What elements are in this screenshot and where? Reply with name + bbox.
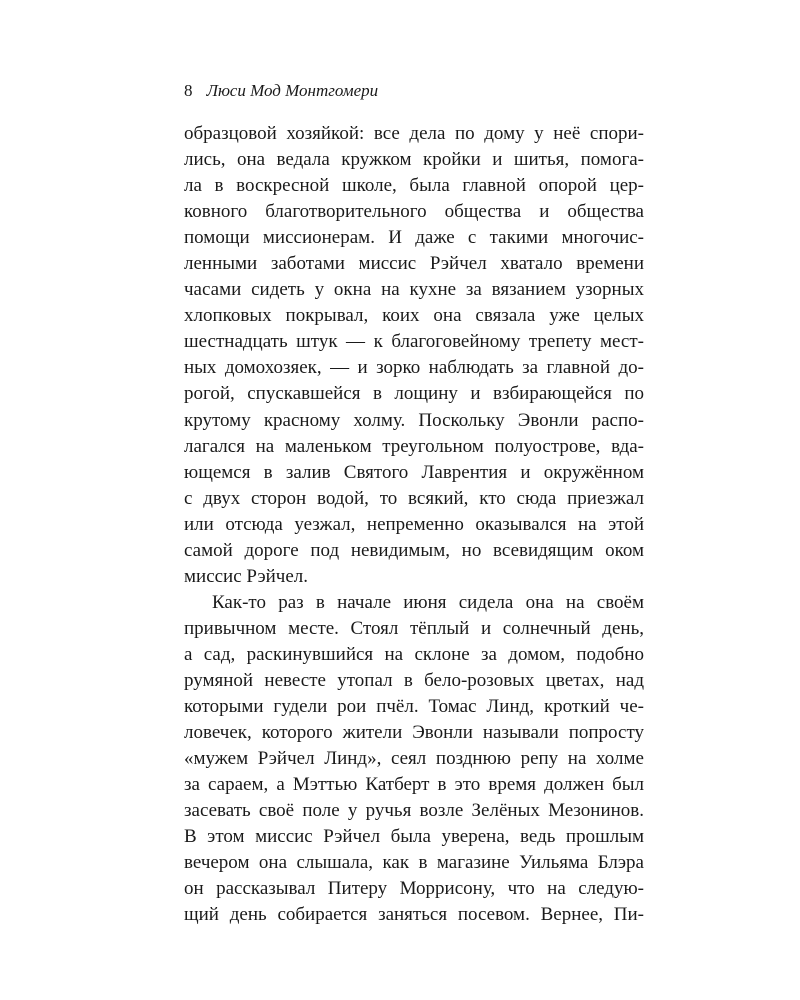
text-line: ющемся в залив Святого Лаврентия и окружённом [184,461,644,483]
text-line: румяной невесте утопал в бело-розовых цветах, над [184,669,644,691]
text-line: он рассказывал Питеру Моррисону, что на следую- [184,878,644,900]
text-line: ных домохозяек, — и зорко наблюдать за главной до- [184,357,644,379]
page-number: 8 [184,81,193,100]
text-line: а сад, раскинувшийся на склоне за домом, подобно [184,643,644,665]
text-line: ковного благотворительного общества и общества [184,201,644,223]
text-line: привычном месте. Стоял тёплый и солнечный день, [184,617,644,639]
text-line: рогой, спускавшейся в лощину и взбирающейся по [184,383,644,405]
text-line: за сараем, а Мэттью Катберт в это время должен был [184,774,644,796]
text-line: Как-то раз в начале июня сидела она на своём [212,591,644,613]
text-line: ловечек, которого жители Эвонли называли попросту [184,722,644,744]
book-author: Люси Мод Монтгомери [206,81,379,100]
text-line: лись, она ведала кружком кройки и шитья, помога- [184,149,644,171]
running-head [184,80,378,102]
text-line: лагался на маленьком треугольном полуострове, вда- [184,435,644,457]
text-line: с двух сторон водой, то всякий, кто сюда приезжал [184,487,644,509]
text-line: или отсюда уезжал, непременно оказывался на этой [184,513,644,535]
text-line: щий день собирается заняться посевом. Вернее, Пи- [184,904,644,926]
text-line: «мужем Рэйчел Линд», сеял позднюю репу на холме [184,748,644,770]
text-line: самой дороге под невидимым, но всевидящим оком [184,539,644,561]
text-line: вечером она слышала, как в магазине Уильяма Блэра [184,852,644,874]
text-line: миссис Рэйчел. [184,565,308,587]
text-line: помощи миссионерам. И даже с такими многочис- [184,227,644,249]
text-line: ла в воскресной школе, была главной опорой цер- [184,175,644,197]
text-line: часами сидеть у окна на кухне за вязанием узорных [184,279,644,301]
text-line: образцовой хозяйкой: все дела по дому у неё спори- [184,123,644,144]
text-line: В этом миссис Рэйчел была уверена, ведь прошлым [184,826,644,848]
text-line: засевать своё поле у ручья возле Зелёных Мезонинов. [184,800,644,822]
body-text [184,121,644,928]
text-line: ленными заботами миссис Рэйчел хватало времени [184,253,644,275]
text-line: шестнадцать штук — к благоговейному трепету мест- [184,331,644,353]
text-line: которыми гудели рои пчёл. Томас Линд, кроткий че- [184,696,644,718]
text-line: крутому красному холму. Поскольку Эвонли распо- [184,409,644,431]
paragraph [184,590,644,929]
paragraph [184,121,644,590]
text-line: хлопковых покрывал, коих она связала уже целых [184,305,644,327]
